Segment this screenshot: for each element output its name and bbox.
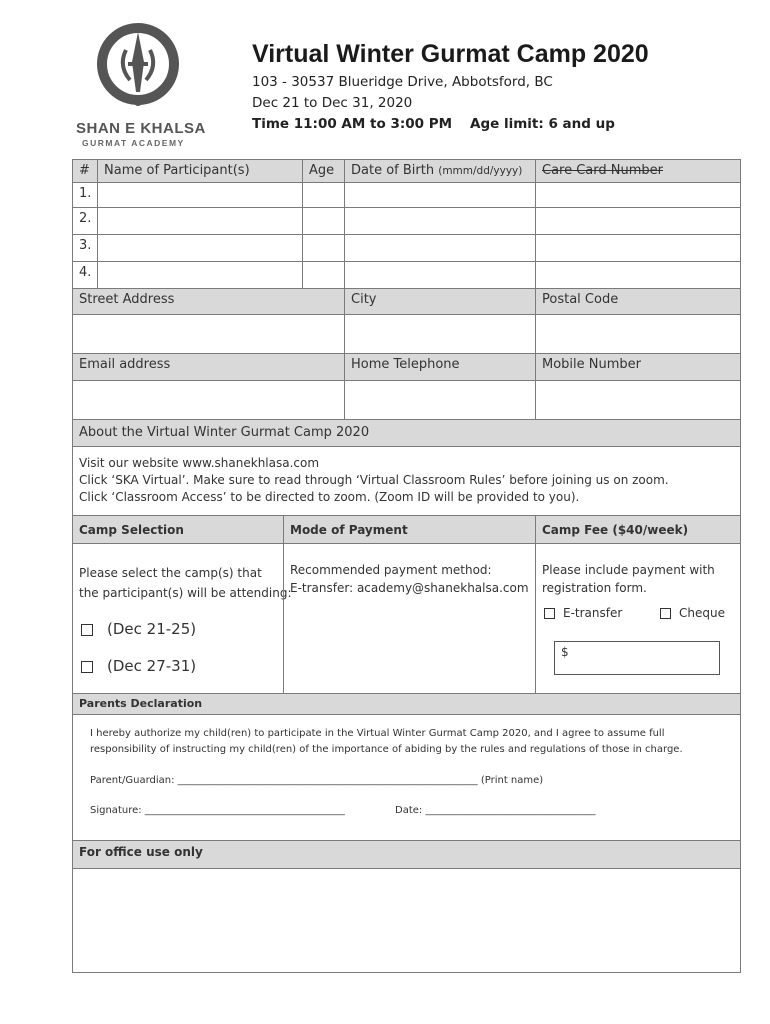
fee-instruction-1: Please include payment with bbox=[542, 563, 715, 577]
payment-header bbox=[283, 515, 536, 544]
etransfer-label: E-transfer bbox=[563, 606, 623, 620]
col-num-label: # bbox=[79, 163, 90, 178]
about-line-2: Click ‘SKA Virtual’. Make sure to read through ‘Virtual Classroom Rules’ before joining us on zoom. bbox=[79, 473, 669, 487]
street-address-field[interactable] bbox=[72, 314, 345, 354]
declaration-heading: Parents Declaration bbox=[79, 697, 203, 710]
col-care-header bbox=[535, 159, 741, 183]
declaration-body bbox=[72, 714, 741, 841]
camp-fee-heading: Camp Fee ($40/week) bbox=[542, 523, 689, 537]
cheque-option[interactable] bbox=[660, 606, 725, 620]
guardian-name-field[interactable]: Parent/Guardian: ____________________________________________________________ (Print name) bbox=[90, 775, 544, 786]
col-num-header bbox=[72, 159, 98, 183]
email-label: Email address bbox=[79, 357, 171, 372]
col-age-header bbox=[302, 159, 345, 183]
row-number bbox=[72, 207, 98, 235]
checkbox-icon[interactable] bbox=[544, 608, 555, 619]
row-number-label: 4. bbox=[79, 265, 92, 280]
col-care-label: Care Card Number bbox=[542, 163, 663, 178]
row-number-label: 1. bbox=[79, 186, 92, 201]
camp-selection-header bbox=[72, 515, 284, 544]
mobile-field[interactable] bbox=[535, 380, 741, 420]
camp-option-dec-21[interactable] bbox=[81, 620, 196, 638]
participant-name-field[interactable] bbox=[97, 207, 303, 235]
declaration-text-2: responsibility of instructing my child(ren) of the importance of abiding by the rules and regulations of those in charge. bbox=[90, 744, 683, 755]
about-header bbox=[72, 419, 741, 447]
row-number bbox=[72, 182, 98, 208]
row-number-label: 2. bbox=[79, 211, 92, 226]
payment-amount-field[interactable] bbox=[554, 641, 720, 675]
col-name-header bbox=[97, 159, 303, 183]
checkbox-icon[interactable] bbox=[81, 624, 93, 636]
academy-logo bbox=[70, 22, 205, 150]
participant-dob-field[interactable] bbox=[344, 234, 536, 262]
camp-option-label: (Dec 27-31) bbox=[107, 657, 197, 675]
office-use-heading: For office use only bbox=[79, 845, 203, 859]
row-number bbox=[72, 234, 98, 262]
logo-name: SHAN E KHALSA bbox=[76, 120, 206, 137]
participant-age-field[interactable] bbox=[302, 261, 345, 289]
home-phone-field[interactable] bbox=[344, 380, 536, 420]
payment-heading: Mode of Payment bbox=[290, 523, 408, 537]
participant-dob-field[interactable] bbox=[344, 261, 536, 289]
col-age-label: Age bbox=[309, 163, 335, 178]
participant-age-field[interactable] bbox=[302, 234, 345, 262]
city-header bbox=[344, 288, 536, 315]
mobile-header bbox=[535, 353, 741, 381]
participant-care-field[interactable] bbox=[535, 207, 741, 235]
city-label: City bbox=[351, 292, 377, 307]
fee-instruction-2: registration form. bbox=[542, 581, 647, 595]
select-instruction-2: the participant(s) will be attending: bbox=[79, 586, 292, 600]
camp-option-dec-27[interactable] bbox=[81, 657, 196, 675]
row-number bbox=[72, 261, 98, 289]
camp-dates: Dec 21 to Dec 31, 2020 bbox=[252, 95, 413, 111]
payment-method-line-1: Recommended payment method: bbox=[290, 563, 492, 577]
about-heading: About the Virtual Winter Gurmat Camp 2020 bbox=[79, 425, 370, 440]
col-name-label: Name of Participant(s) bbox=[104, 163, 250, 178]
camp-fee-header bbox=[535, 515, 741, 544]
about-line-3: Click ‘Classroom Access’ to be directed to zoom. (Zoom ID will be provided to you). bbox=[79, 490, 580, 504]
camp-selection-heading: Camp Selection bbox=[79, 523, 184, 537]
col-dob-header bbox=[344, 159, 536, 183]
participant-dob-field[interactable] bbox=[344, 182, 536, 208]
participant-age-field[interactable] bbox=[302, 207, 345, 235]
participant-name-field[interactable] bbox=[97, 234, 303, 262]
declaration-header bbox=[72, 693, 741, 715]
street-address-header bbox=[72, 288, 345, 315]
email-field[interactable] bbox=[72, 380, 345, 420]
camp-time: Time 11:00 AM to 3:00 PM bbox=[252, 116, 453, 132]
camp-fee-body bbox=[535, 543, 741, 694]
participant-name-field[interactable] bbox=[97, 261, 303, 289]
about-body bbox=[72, 446, 741, 516]
camp-address: 103 - 30537 Blueridge Drive, Abbotsford, BC bbox=[252, 74, 553, 90]
dollar-sign: $ bbox=[561, 645, 569, 659]
signature-field[interactable]: Signature: ________________________________________ bbox=[90, 805, 345, 816]
participant-age-field[interactable] bbox=[302, 182, 345, 208]
page-title: Virtual Winter Gurmat Camp 2020 bbox=[252, 40, 649, 68]
checkbox-icon[interactable] bbox=[81, 661, 93, 673]
home-phone-label: Home Telephone bbox=[351, 357, 460, 372]
participant-care-field[interactable] bbox=[535, 234, 741, 262]
payment-method-line-2: E-transfer: academy@shanekhalsa.com bbox=[290, 581, 529, 595]
col-dob-format: (mmm/dd/yyyy) bbox=[438, 165, 523, 177]
declaration-text-1: I hereby authorize my child(ren) to participate in the Virtual Winter Gurmat Camp 2020, and I agree to assume full bbox=[90, 728, 665, 739]
office-use-header bbox=[72, 840, 741, 869]
logo-subtitle: GURMAT ACADEMY bbox=[82, 138, 185, 148]
office-use-area[interactable] bbox=[72, 868, 741, 973]
camp-option-label: (Dec 21-25) bbox=[107, 620, 197, 638]
postal-code-field[interactable] bbox=[535, 314, 741, 354]
cheque-label: Cheque bbox=[679, 606, 725, 620]
row-number-label: 3. bbox=[79, 238, 92, 253]
checkbox-icon[interactable] bbox=[660, 608, 671, 619]
participant-dob-field[interactable] bbox=[344, 207, 536, 235]
col-dob-label: Date of Birth bbox=[351, 163, 435, 178]
participant-care-field[interactable] bbox=[535, 182, 741, 208]
postal-code-header bbox=[535, 288, 741, 315]
city-field[interactable] bbox=[344, 314, 536, 354]
payment-body bbox=[283, 543, 536, 694]
mobile-label: Mobile Number bbox=[542, 357, 641, 372]
participant-care-field[interactable] bbox=[535, 261, 741, 289]
street-address-label: Street Address bbox=[79, 292, 175, 307]
khanda-emblem-icon bbox=[96, 22, 180, 106]
about-line-1: Visit our website www.shanekhlasa.com bbox=[79, 456, 320, 470]
age-limit: Age limit: 6 and up bbox=[470, 116, 615, 132]
camp-selection-body bbox=[72, 543, 292, 694]
postal-code-label: Postal Code bbox=[542, 292, 619, 307]
etransfer-option[interactable] bbox=[544, 606, 622, 620]
home-phone-header bbox=[344, 353, 536, 381]
email-header bbox=[72, 353, 345, 381]
date-field[interactable]: Date: __________________________________ bbox=[395, 805, 596, 816]
participant-name-field[interactable] bbox=[97, 182, 303, 208]
select-instruction-1: Please select the camp(s) that bbox=[79, 566, 262, 580]
